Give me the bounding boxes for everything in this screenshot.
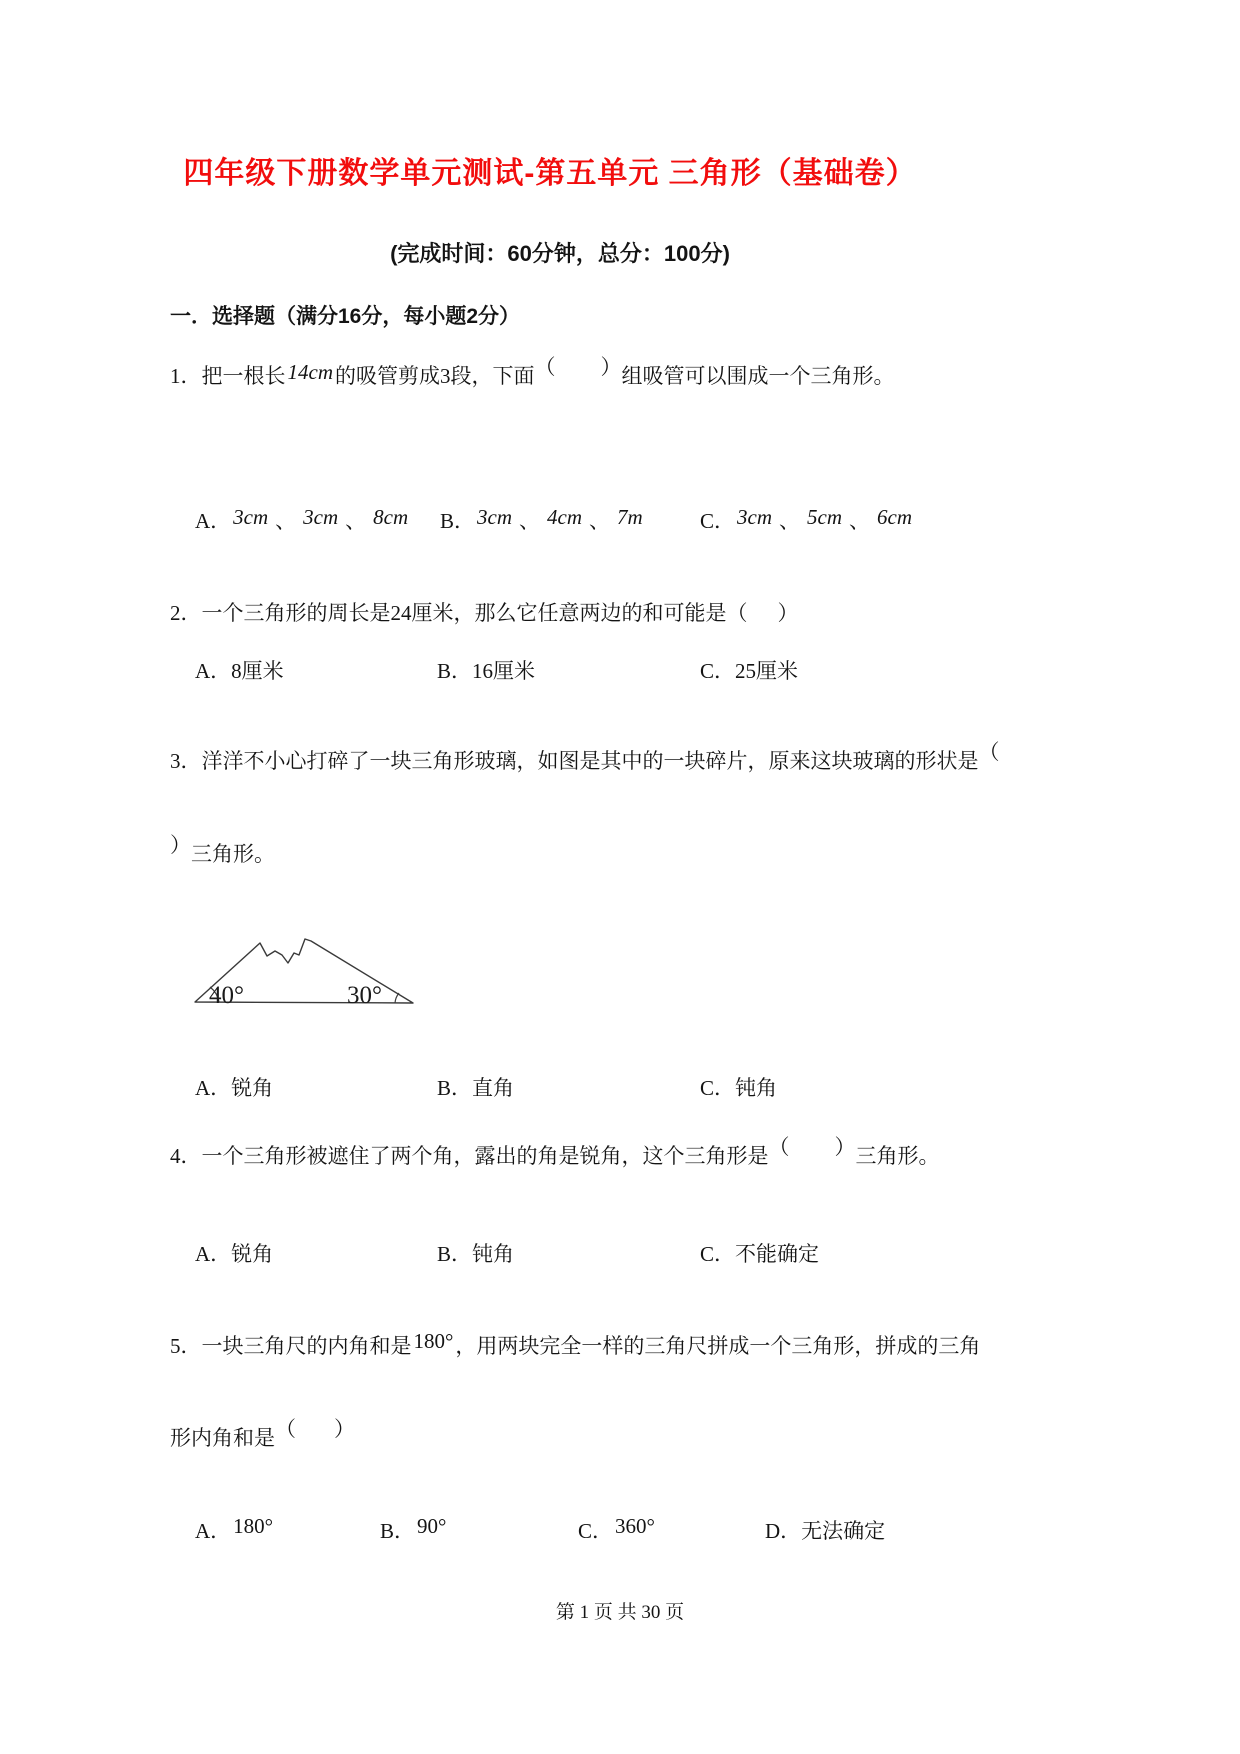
q3-option-b: B．直角 bbox=[437, 1076, 515, 1100]
left-angle-label: 40° bbox=[209, 982, 244, 1009]
q5-option-d: D．无法确定 bbox=[765, 1519, 886, 1543]
question-4-text: 4．一个三角形被遮住了两个角，露出的角是锐角，这个三角形是（ ）三角形。 bbox=[170, 1135, 940, 1168]
q1-option-a: A．3cm 、 3cm 、 8cm bbox=[195, 505, 409, 533]
question-5-text-line1: 5．一块三角尺的内角和是180°，用两块完全一样的三角尺拼成一个三角形，拼成的三角 bbox=[170, 1329, 981, 1358]
question-4-options bbox=[170, 1238, 1070, 1278]
time-score-subtitle: (完成时间：60分钟，总分：100分) bbox=[390, 241, 730, 266]
q3-option-a: A．锐角 bbox=[195, 1076, 274, 1100]
q1-option-b: B．3cm 、 4cm 、 7m bbox=[440, 505, 643, 533]
math-length: 14cm bbox=[287, 360, 333, 384]
page-title: 四年级下册数学单元测试-第五单元 三角形（基础卷） bbox=[183, 157, 917, 190]
broken-triangle-figure bbox=[165, 925, 435, 1025]
q4-option-b: B．钝角 bbox=[437, 1242, 515, 1266]
question-2-options bbox=[170, 655, 1070, 695]
question-3-text-line2: ）三角形。 bbox=[170, 833, 275, 866]
right-angle-label: 30° bbox=[347, 982, 382, 1009]
q5-option-b: B．90° bbox=[380, 1514, 447, 1543]
question-5-options bbox=[170, 1515, 1070, 1555]
q5-option-c: C．360° bbox=[578, 1514, 655, 1543]
q2-option-a: A．8厘米 bbox=[195, 659, 284, 683]
q4-option-c: C．不能确定 bbox=[700, 1242, 820, 1266]
question-2-text: 2．一个三角形的周长是24厘米，那么它任意两边的和可能是（ ） bbox=[170, 601, 799, 625]
question-3-options bbox=[170, 1072, 1070, 1112]
math-degree: 180° bbox=[413, 1329, 454, 1353]
q2-option-b: B．16厘米 bbox=[437, 659, 536, 683]
right-angle-arc bbox=[395, 993, 399, 1003]
section-1-heading: 一．选择题（满分16分，每小题2分） bbox=[170, 305, 521, 328]
q5-option-a: A．180° bbox=[195, 1514, 274, 1543]
question-3-text-line1: 3．洋洋不小心打碎了一块三角形玻璃，如图是其中的一块碎片，原来这块玻璃的形状是（ bbox=[170, 740, 1000, 773]
question-5-text-line2: 形内角和是（ ） bbox=[170, 1417, 355, 1450]
question-1-text: 1．把一根长14cm的吸管剪成3段，下面（ ）组吸管可以围成一个三角形。 bbox=[170, 355, 895, 388]
q2-option-c: C．25厘米 bbox=[700, 659, 799, 683]
question-1-options bbox=[170, 505, 1070, 545]
page-number-footer: 第 1 页 共 30 页 bbox=[555, 1602, 685, 1623]
q4-option-a: A．锐角 bbox=[195, 1242, 274, 1266]
q3-option-c: C．钝角 bbox=[700, 1076, 778, 1100]
q1-option-c: C．3cm 、 5cm 、 6cm bbox=[700, 505, 913, 533]
